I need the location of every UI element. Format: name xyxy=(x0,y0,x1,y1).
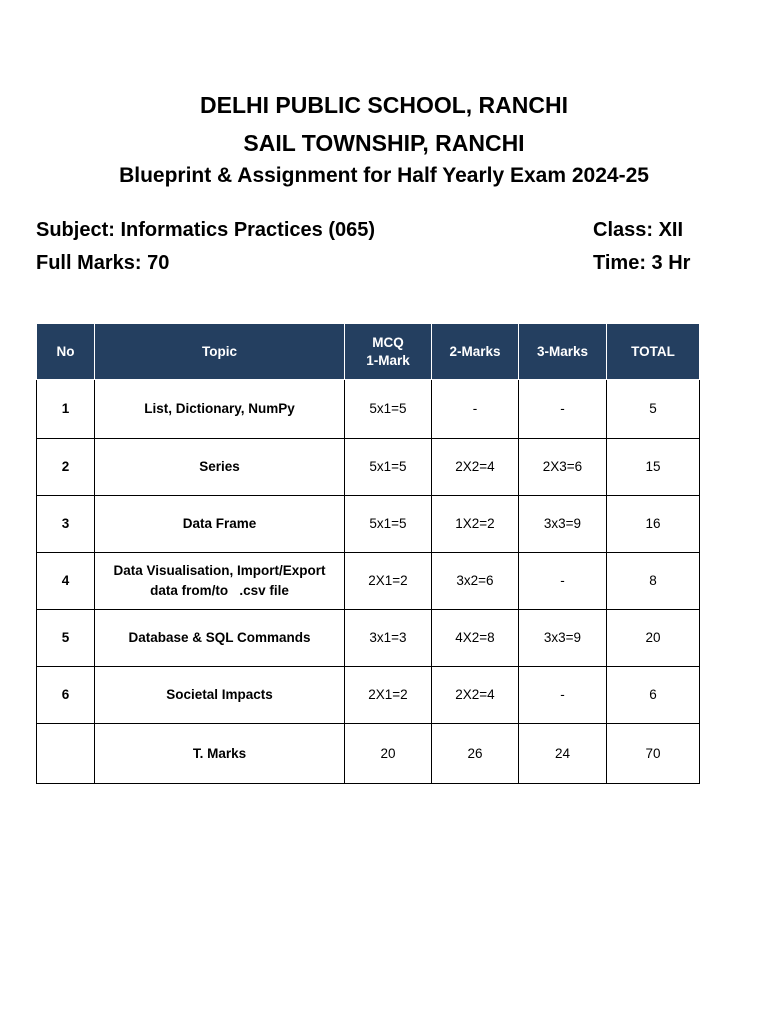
cell-total: 16 xyxy=(607,496,700,553)
table-row xyxy=(37,667,700,724)
cell-no xyxy=(37,724,95,784)
cell-three-marks: 3x3=9 xyxy=(519,496,607,553)
cell-topic: T. Marks xyxy=(95,724,345,784)
document-header xyxy=(0,86,768,190)
header-mcq xyxy=(345,324,432,380)
cell-topic: Series xyxy=(95,439,345,496)
cell-two-marks: 1X2=2 xyxy=(432,496,519,553)
time-label: Time: 3 Hr xyxy=(593,252,691,274)
cell-two-marks: 3x2=6 xyxy=(432,553,519,610)
cell-two-marks: 4X2=8 xyxy=(432,610,519,667)
blueprint-table xyxy=(36,323,700,784)
table-row xyxy=(37,610,700,667)
cell-total: 15 xyxy=(607,439,700,496)
cell-mcq: 3x1=3 xyxy=(345,610,432,667)
table-row xyxy=(37,553,700,610)
cell-mcq: 20 xyxy=(345,724,432,784)
header-no: No xyxy=(37,324,95,380)
header-mcq-line1: MCQ xyxy=(372,334,404,350)
full-marks-label: Full Marks: 70 xyxy=(36,252,170,274)
cell-topic: Data Frame xyxy=(95,496,345,553)
cell-total: 6 xyxy=(607,667,700,724)
header-three-marks: 3-Marks xyxy=(519,324,607,380)
header-mcq-line2: 1-Mark xyxy=(366,352,410,368)
cell-total: 8 xyxy=(607,553,700,610)
cell-no: 5 xyxy=(37,610,95,667)
cell-total: 5 xyxy=(607,380,700,439)
cell-no: 3 xyxy=(37,496,95,553)
class-label: Class: XII xyxy=(593,219,684,241)
cell-three-marks: - xyxy=(519,553,607,610)
cell-mcq: 2X1=2 xyxy=(345,667,432,724)
cell-no: 4 xyxy=(37,553,95,610)
cell-no: 1 xyxy=(37,380,95,439)
school-address: SAIL TOWNSHIP, RANCHI xyxy=(243,130,525,156)
cell-two-marks: 26 xyxy=(432,724,519,784)
exam-title: Blueprint & Assignment for Half Yearly Exam 2024-25 xyxy=(119,164,649,187)
meta-row-subject xyxy=(36,219,698,242)
school-name: DELHI PUBLIC SCHOOL, RANCHI xyxy=(200,92,568,118)
cell-three-marks: 3x3=9 xyxy=(519,610,607,667)
table-totals-row xyxy=(37,724,700,784)
cell-three-marks: 24 xyxy=(519,724,607,784)
cell-mcq: 2X1=2 xyxy=(345,553,432,610)
cell-no: 2 xyxy=(37,439,95,496)
cell-two-marks: 2X2=4 xyxy=(432,439,519,496)
cell-mcq: 5x1=5 xyxy=(345,380,432,439)
table-row xyxy=(37,496,700,553)
cell-two-marks: 2X2=4 xyxy=(432,667,519,724)
cell-topic: List, Dictionary, NumPy xyxy=(95,380,345,439)
header-total: TOTAL xyxy=(607,324,700,380)
cell-mcq: 5x1=5 xyxy=(345,439,432,496)
cell-topic: Data Visualisation, Import/Export data from/to .csv file xyxy=(95,553,345,610)
cell-three-marks: - xyxy=(519,667,607,724)
meta-row-marks xyxy=(36,252,698,275)
subject-label: Subject: Informatics Practices (065) xyxy=(36,219,376,241)
cell-total: 70 xyxy=(607,724,700,784)
table-row xyxy=(37,439,700,496)
table-header-row xyxy=(37,324,700,380)
cell-three-marks: 2X3=6 xyxy=(519,439,607,496)
cell-two-marks: - xyxy=(432,380,519,439)
header-two-marks: 2-Marks xyxy=(432,324,519,380)
cell-mcq: 5x1=5 xyxy=(345,496,432,553)
header-topic: Topic xyxy=(95,324,345,380)
table-row xyxy=(37,380,700,439)
cell-topic: Societal Impacts xyxy=(95,667,345,724)
cell-topic: Database & SQL Commands xyxy=(95,610,345,667)
cell-no: 6 xyxy=(37,667,95,724)
cell-total: 20 xyxy=(607,610,700,667)
cell-three-marks: - xyxy=(519,380,607,439)
